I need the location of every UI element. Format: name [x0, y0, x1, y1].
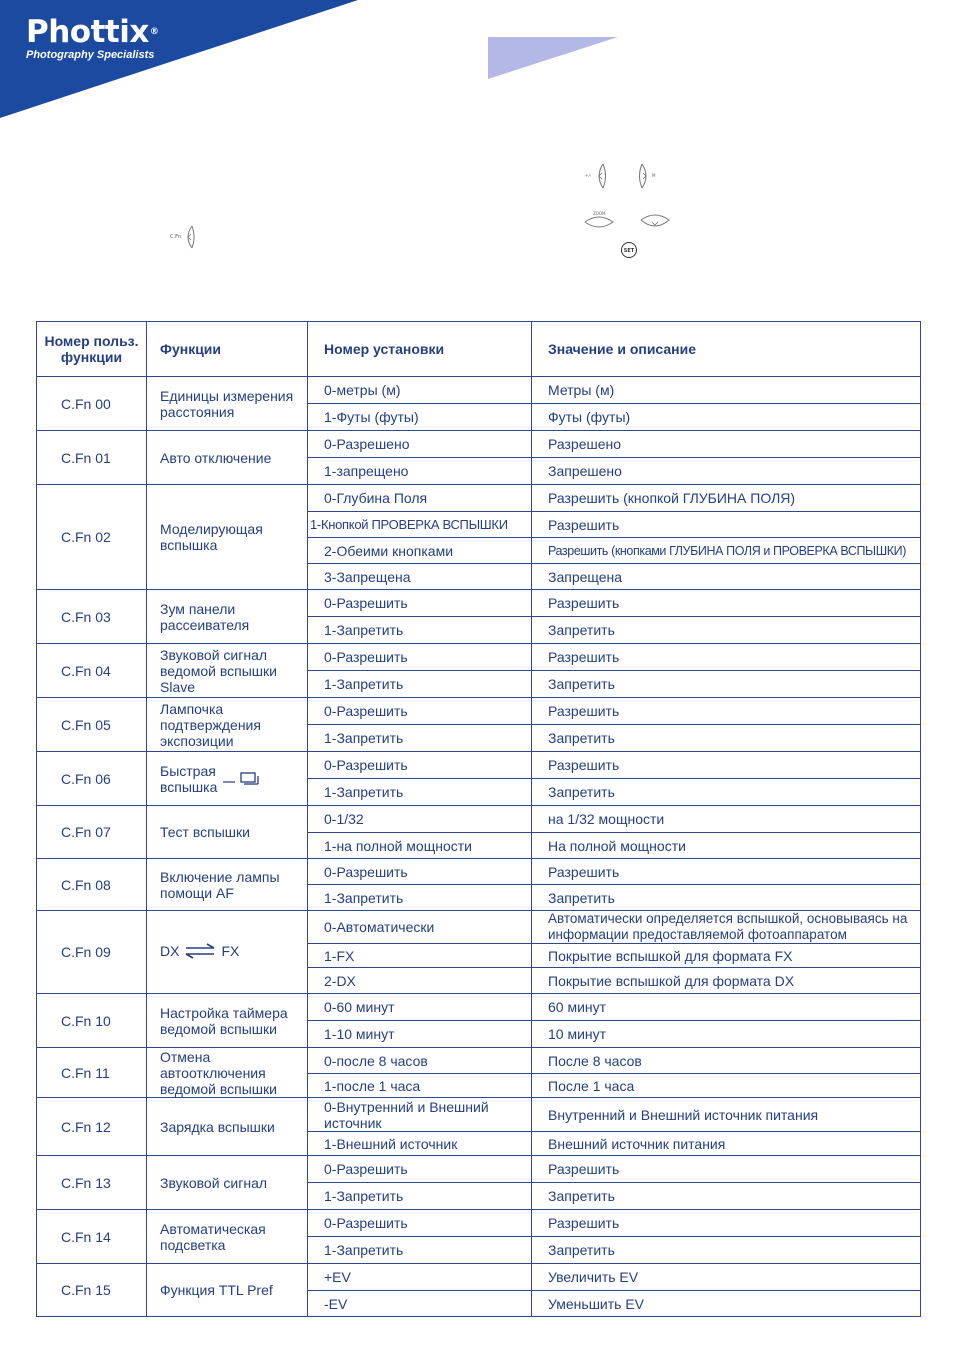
down-arrow-icon [639, 212, 671, 234]
cfn-function: Включение лампы помощи AF [147, 859, 308, 911]
cfn-function: Зарядка вспышки [147, 1098, 308, 1156]
cfn-function: Отмена автоотключения ведомой вспышки [147, 1048, 308, 1098]
cfn-code: C.Fn 02 [37, 485, 147, 590]
cfn-description: Автоматически определяется вспышкой, основываясь на информации предоставляемой фотоаппаратом [532, 911, 921, 944]
cfn-code: C.Fn 11 [37, 1048, 147, 1098]
cfn-function: Единицы измерения расстояния [147, 377, 308, 431]
header-functions: Функции [147, 322, 308, 377]
table-row [37, 1264, 921, 1291]
cfn-setting: 0-Внутренний и Внешний источник [308, 1098, 532, 1132]
cfn-setting: 0-Глубина Поля [308, 485, 532, 512]
cfn-setting: 0-Разрешить [308, 1210, 532, 1237]
cfn-setting: 1-10 минут [308, 1021, 532, 1048]
table-header-row [37, 322, 921, 377]
cfn-function: Звуковой сигнал ведомой вспышки Slave [147, 644, 308, 698]
custom-functions-table [36, 321, 921, 1317]
svg-text:ZOOM: ZOOM [593, 211, 606, 216]
table-row [37, 806, 921, 833]
cfn-description: Внутренний и Внешний источник питания [532, 1098, 921, 1132]
cfn-description: Разрешить (кнопками ГЛУБИНА ПОЛЯ и ПРОВЕРКА ВСПЫШКИ) [532, 538, 921, 564]
table-row [37, 431, 921, 458]
cfn-description: Разрешить [532, 1156, 921, 1183]
cfn-description: Разрешить [532, 698, 921, 725]
cfn-description: Разрешить [532, 512, 921, 538]
cfn-description: Запретить [532, 1237, 921, 1264]
cfn-code: C.Fn 10 [37, 994, 147, 1048]
cfn-setting: 0-Автоматически [308, 911, 532, 944]
cfn-description: Разрешить (кнопкой ГЛУБИНА ПОЛЯ) [532, 485, 921, 512]
cfn-function: Настройка таймера ведомой вспышки [147, 994, 308, 1048]
cfn-setting: 1-Запретить [308, 779, 532, 806]
cfn-description: Запретить [532, 617, 921, 644]
table-row [37, 1098, 921, 1132]
cfn-function: Автоматическая подсветка [147, 1210, 308, 1264]
brand-logo [26, 14, 158, 62]
cfn-description: Запретить [532, 671, 921, 698]
cfn-description: на 1/32 мощности [532, 806, 921, 833]
cfn-setting: +EV [308, 1264, 532, 1291]
cfn-description: Запретить [532, 779, 921, 806]
cfn-description: Разрешить [532, 1210, 921, 1237]
cfn-function-cell [147, 911, 308, 994]
table-row [37, 911, 921, 944]
header-setting: Номер установки [308, 322, 532, 377]
cfn-description: Запретить [532, 885, 921, 911]
header-description: Значение и описание [532, 322, 921, 377]
brand-tagline: Photography Specialists [26, 49, 155, 61]
cfn-setting: 0-Разрешить [308, 752, 532, 779]
cfn-function-cell [147, 752, 308, 806]
cfn-function: Лампочка подтверждения экспозиции [147, 698, 308, 752]
cfn-setting: 1-после 1 часа [308, 1074, 532, 1098]
cfn-description: Запретить [532, 1183, 921, 1210]
cfn-function: Зум панели рассеивателя [147, 590, 308, 644]
cfn-function: Моделирующая вспышка [147, 485, 308, 590]
cfn-setting: 1-Запретить [308, 1183, 532, 1210]
lavender-wedge-shape [488, 37, 618, 79]
continuous-flash-icon [223, 770, 263, 789]
table-row [37, 377, 921, 404]
cfn-setting: 0-Разрешить [308, 698, 532, 725]
cfn-description: Запретить [532, 725, 921, 752]
cfn-description: Разрешено [532, 431, 921, 458]
cfn-description: Запрешено [532, 458, 921, 485]
svg-text:M: M [652, 173, 656, 178]
cfn-setting: 1-Запретить [308, 725, 532, 752]
cfn-function: Быстрая вспышка [160, 762, 218, 795]
table-row [37, 1048, 921, 1074]
cfn-setting: 1-Кнопкой ПРОВЕРКА ВСПЫШКИ [308, 512, 532, 538]
header-number: Номер польз. функции [37, 322, 147, 377]
table-row [37, 698, 921, 725]
cfn-setting: 0-Разрешить [308, 859, 532, 885]
exchange-arrows-icon [185, 943, 215, 962]
table-row [37, 485, 921, 512]
cfn-description: После 8 часов [532, 1048, 921, 1074]
svg-text:SET: SET [623, 248, 635, 254]
cfn-setting: 1-на полной мощности [308, 833, 532, 859]
cfn-code: C.Fn 08 [37, 859, 147, 911]
right-arrow-mode-icon [634, 162, 664, 190]
cfn-function: Функция TTL Pref [147, 1264, 308, 1317]
cfn-description: После 1 часа [532, 1074, 921, 1098]
cfn-setting: 3-Запрещена [308, 564, 532, 590]
cfn-function: Тест вспышки [147, 806, 308, 859]
cfn-setting: 0-Разрешено [308, 431, 532, 458]
cfn-code: C.Fn 00 [37, 377, 147, 431]
cfn-setting: 1-Запретить [308, 1237, 532, 1264]
table-row [37, 644, 921, 671]
left-arrow-zoom-icon [585, 162, 613, 190]
cfn-code: C.Fn 13 [37, 1156, 147, 1210]
cfn-code: C.Fn 15 [37, 1264, 147, 1317]
cfn-code: C.Fn 04 [37, 644, 147, 698]
cfn-description: Разрешить [532, 644, 921, 671]
svg-text:+/-: +/- [585, 173, 592, 178]
cfn-description: Покрытие вспышкой для формата DX [532, 968, 921, 994]
table-row [37, 590, 921, 617]
cfn-description: Разрешить [532, 859, 921, 885]
cfn-setting: 1-Запретить [308, 885, 532, 911]
cfn-code: C.Fn 09 [37, 911, 147, 994]
left-arrow-button-icon [170, 224, 198, 250]
cfn-code: C.Fn 03 [37, 590, 147, 644]
brand-name: Phottix [26, 14, 149, 50]
cfn-setting: 1-запрещено [308, 458, 532, 485]
cfn-description: Уменьшить EV [532, 1291, 921, 1317]
cfn-description: Внешний источник питания [532, 1132, 921, 1156]
up-arrow-zoom-icon [583, 208, 615, 232]
cfn-setting: 1-Запретить [308, 671, 532, 698]
cfn-code: C.Fn 01 [37, 431, 147, 485]
cfn-description: Увеличить EV [532, 1264, 921, 1291]
cfn-setting: 1-Футы (футы) [308, 404, 532, 431]
cfn-setting: 0-метры (м) [308, 377, 532, 404]
registered-mark: ® [149, 27, 159, 37]
cfn-description: Покрытие вспышкой для формата FX [532, 944, 921, 968]
cfn-description: Метры (м) [532, 377, 921, 404]
table-row [37, 1156, 921, 1183]
set-button-icon [620, 241, 638, 259]
cfn-description: На полной мощности [532, 833, 921, 859]
svg-text:C.Fn: C.Fn [170, 234, 182, 240]
cfn-code: C.Fn 07 [37, 806, 147, 859]
cfn-setting: 2-DX [308, 968, 532, 994]
cfn-setting: 0-после 8 часов [308, 1048, 532, 1074]
cfn-function: Звуковой сигнал [147, 1156, 308, 1210]
table-row [37, 752, 921, 779]
table-row [37, 994, 921, 1021]
cfn-setting: 0-1/32 [308, 806, 532, 833]
cfn-description: 10 минут [532, 1021, 921, 1048]
cfn-code: C.Fn 14 [37, 1210, 147, 1264]
cfn-code: C.Fn 05 [37, 698, 147, 752]
fx-label: FX [221, 942, 240, 959]
table-row [37, 859, 921, 885]
cfn-setting: 1-Внешний источник [308, 1132, 532, 1156]
cfn-function: Авто отключение [147, 431, 308, 485]
cfn-code: C.Fn 06 [37, 752, 147, 806]
cfn-description: 60 минут [532, 994, 921, 1021]
cfn-description: Запрещена [532, 564, 921, 590]
cfn-setting: 0-Разрешить [308, 1156, 532, 1183]
cfn-setting: 1-FX [308, 944, 532, 968]
dx-label: DX [160, 942, 180, 959]
cfn-setting: -EV [308, 1291, 532, 1317]
table-row [37, 1210, 921, 1237]
cfn-setting: 1-Запретить [308, 617, 532, 644]
cfn-description: Футы (футы) [532, 404, 921, 431]
cfn-setting: 0-Разрешить [308, 590, 532, 617]
cfn-code: C.Fn 12 [37, 1098, 147, 1156]
cfn-setting: 0-Разрешить [308, 644, 532, 671]
cfn-setting: 0-60 минут [308, 994, 532, 1021]
cfn-description: Разрешить [532, 752, 921, 779]
cfn-description: Разрешить [532, 590, 921, 617]
cfn-setting: 2-Обеими кнопками [308, 538, 532, 564]
